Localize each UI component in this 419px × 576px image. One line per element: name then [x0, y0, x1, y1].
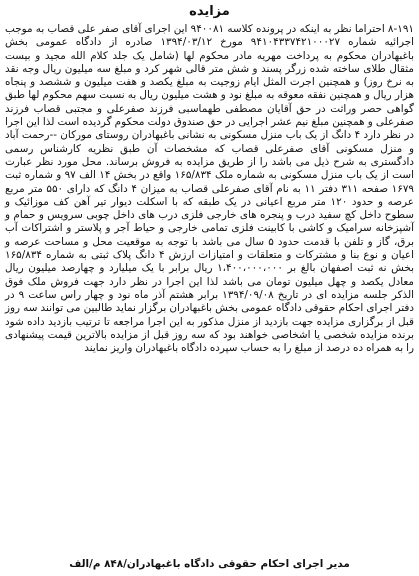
notice-signature: مدیر اجرای احکام حقوقی دادگاه باغبهادران/۸۴۸ م/الف — [69, 558, 350, 570]
notice-title: مزایده — [189, 4, 230, 19]
notice-body: ۸-۱۹۱ احتراما نظر به اینکه در پرونده کلاسه ۹۴۰۰۸۱ این اجرای آقای صفر علی قصاب به موجب اجرائیه شماره ۹۴۱۰۴۳۳۷۴۲۱۰۰۰۲۷ مورخ ۱۳۹۴/۰۳/۱۲ صادره از دادگاه عمومی بخش باغبهادران محکوم به پرداخت مهریه مادر محکوم لها (شامل یک جلد کلام الله مجید و بیست مثقال طلای ساخته شده زرگر پسند و شش متر قالی شهر کرد و مبلغ سه میلیون ریال وجه نقد به نرخ روز) و همچنین اجرت المثل ایام زوجیت به مبلغ یکصد و هفت میلیون و ششصد و پنجاه هزار ریال و همچنین نفقه معوقه به مبلغ نود و هشت میلیون ریال به نسبت سهم محکوم لها طبق گواهی حصر وراثت در حق آقایان مصطفی طهماسبی فرزند صفرعلی و مجتبی قصاب فرزند صفرعلی و همچنین مبلغ نیم عشر اجرایی در حق صندوق دولت محکوم گردیده است لذا این اجرا در نظر دارد ۴ دانگ از یک باب منزل مسکونی به نشانی باغبهادران روستای مورکان --رحمت آباد و منزل مسکونی آقای صفرعلی قصاب که مشخصات آن طبق نظریه کارشناس رسمی دادگستری به شرح ذیل می باشد را از طریق مزایده به فروش برساند. محل مورد نظر عبارت است از یک باب منزل مسکونی به شماره ملک ۱۶۵/۸۳۴ واقع در بخش ۱۴ الف ۹۷ و شماره ثبت ۱۶۷۹ صفحه ۳۱۱ دفتر ۱۱ به نام آقای صفرعلی قصاب به میزان ۴ دانگ که دارای ۵۵۰ متر مربع عرصه و حدود ۱۲۰ متر مربع اعیانی در یک طبقه که با اسکلت دیوار تیر آهن کف موزائیک و سطوح داخل کچ سفید درب و پنجره های خارجی فلزی درب های داخل چوبی سرویس و حمام و آشپزخانه سرامیک و کاشی با کابینت فلزی تمامی خارجی و حیاط آجر و پلاستر و اشتراکات آب برق، گاز و تلفن با قدمت حدود ۵ سال می باشد با توجه به موقعیت محل و مساحت عرصه و اعیان و نوع بنا و مشترکات و متعلقات و امتیازات ارزش ۴ دانگ پلاک ثبتی به شماره ۱۶۵/۸۳۴ بخش نه ثبت اصفهان بالغ بر ۱،۴۰۰،۰۰۰،۰۰۰ ریال برابر با یک میلیارد و چهارصد میلیون ریال معادل یکصد و چهل میلیون تومان می باشد لذا این اجرا در نظر دارد جهت فروش ملک فوق الذکر جلسه مزایده ای در تاریخ ۱۳۹۴/۰۹/۰۸ برابر هشتم آذر ماه نود و چهار راس ساعت ۹ در دفتر اجرای احکام حقوقی دادگاه عمومی بخش باغبهادران برگزار نماید طالبین می توانند سه روز قبل از برگزاری مزایده جهت بازدید از منزل مذکور به این اجرا مراجعه تا ترتیب بازدید داده شود برنده مزایده شخصی یا اشخاصی خواهند بود که سه روز قبل از مزایده بالاترین قیمت پیشنهادی را به همراه ده درصد از مبلغ را به حساب سپرده دادگاه باغبهادران واریز نمایند — [5, 23, 415, 355]
